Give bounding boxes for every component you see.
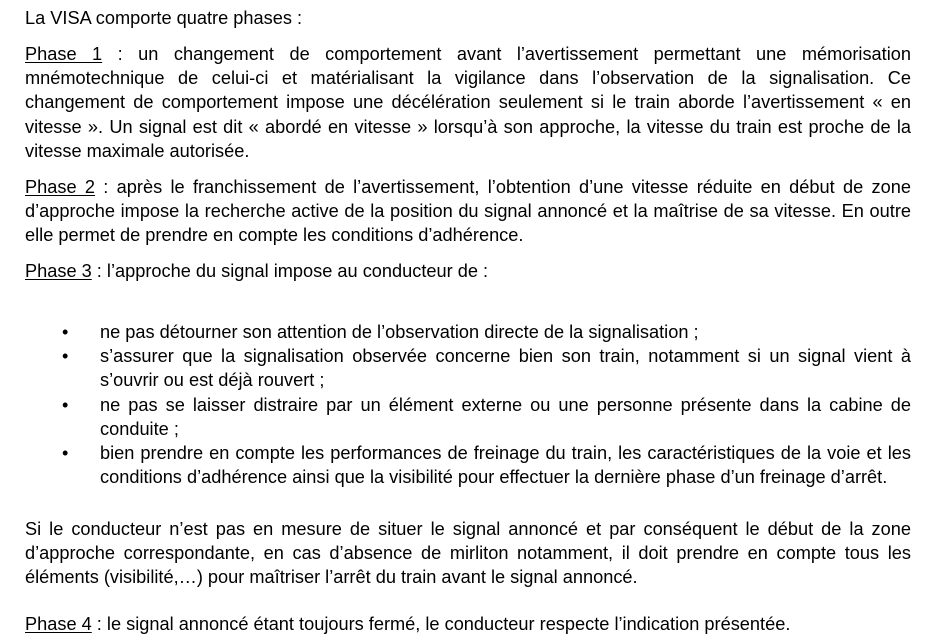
bullet-icon: • [62, 322, 69, 342]
list-item-text: s’assurer que la signalisation observée concerne bien son train, notamment si un signal vient à s’ouvrir ou est déjà rouvert ; [100, 346, 911, 391]
phase-4-label: Phase 4 [25, 614, 92, 634]
list-item [25, 320, 911, 344]
phase-3-label: Phase 3 [25, 261, 92, 281]
phase-2-label: Phase 2 [25, 177, 95, 197]
list-item-text: ne pas se laisser distraire par un élément externe ou une personne présente dans la cabine de conduite ; [100, 394, 911, 439]
phase-4-text: : le signal annoncé étant toujours fermé, le conducteur respecte l’indication présentée. [91, 614, 791, 634]
phase-1-label: Phase 1 [25, 44, 103, 64]
intro-paragraph: La VISA comporte quatre phases : [25, 8, 303, 28]
phase-4-paragraph [25, 612, 911, 636]
phase-3-bullet-list [25, 320, 911, 489]
phase-3-paragraph [25, 259, 911, 283]
list-item-text: bien prendre en compte les performances de freinage du train, les caractéristiques de la voie et les conditions d’adhérence ainsi que la visibilité pour effectuer la dernière phase d’un freinage d’arrêt. [100, 443, 911, 488]
phase-1-paragraph [25, 42, 911, 163]
list-item [25, 441, 911, 489]
bullet-icon: • [62, 394, 69, 415]
phase-1-text: : un changement de comportement avant l’avertissement permettant une mémorisation mnémotechnique de celui-ci et matérialisant la vigilance dans l’observation de la signalisation. Ce changement de comportement impose une décélération seulement si le train aborde l’avertissement « en vitesse ». Un signal est dit « abordé en vitesse » lorsqu’à son approche, la vitesse du train est proche de la vitesse maximale autorisée. [25, 44, 911, 161]
list-item [25, 393, 911, 441]
bullet-icon: • [62, 443, 69, 464]
phase-2-paragraph [25, 175, 911, 248]
phase-2-text: : après le franchissement de l’avertissement, l’obtention d’une vitesse réduite en début de zone d’approche impose la recherche active de la position du signal annoncé et la maîtrise de sa vitesse. En outre elle permet de prendre en compte les conditions d’adhérence. [25, 177, 911, 246]
phase-3-text: : l’approche du signal impose au conducteur de : [91, 261, 489, 281]
list-item-text: ne pas détourner son attention de l’observation directe de la signalisation ; [100, 322, 699, 342]
list-item [25, 344, 911, 392]
phase-3-conclusion: Si le conducteur n’est pas en mesure de situer le signal annoncé et par conséquent le début de la zone d’approche correspondante, en cas d’absence de mirliton notamment, il doit prendre en compte tous les éléments (visibilité,…) pour maîtriser l’arrêt du train avant le signal annoncé. [25, 519, 911, 588]
bullet-icon: • [62, 346, 69, 367]
